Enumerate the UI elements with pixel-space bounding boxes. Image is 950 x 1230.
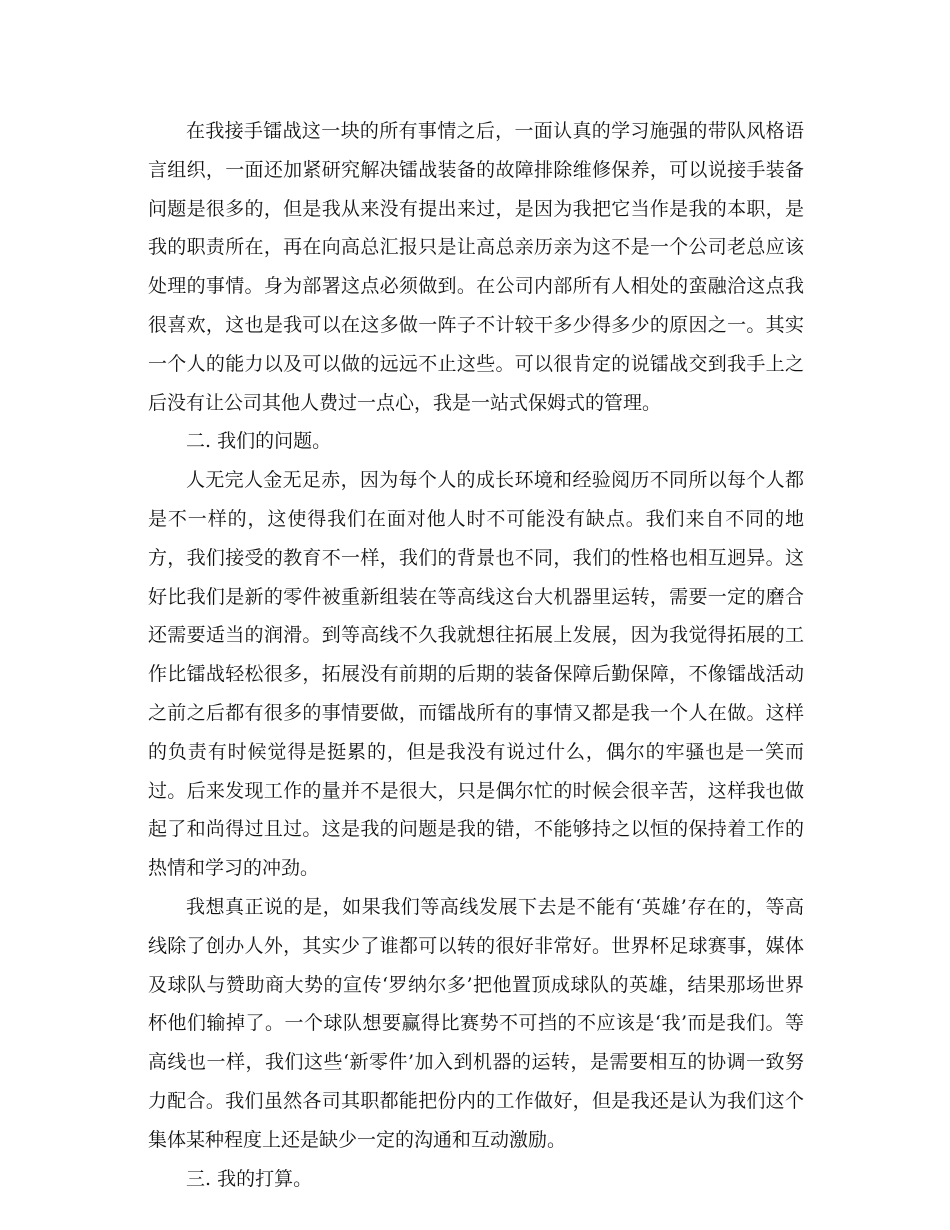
section-heading-our-problems: 二. 我们的问题。 — [186, 430, 332, 453]
body-paragraph-1: 在我接手镭战这一块的所有事情之后，一面认真的学习施强的带队风格语言组织，一面还加紧研究解决镭战装备的故障排除维修保养，可以说接手装备问题是很多的，但是我从来没有提出来过，是因为我把它当作是我的本职，是我的职责所在，再在向高总汇报只是让高总亲历亲为这不是一个公司老总应该处理的事情。身为部署这点必须做到。在公司内部所有人相处的蛮融洽这点我很喜欢，这也是我可以在这多做一阵子不计较干多少得多少的原因之一。其实一个人的能力以及可以做的远远不止这些。可以很肯定的说镭战交到我手上之后没有让公司其他人费过一点心，我是一站式保姆式的管理。 — [148, 120, 804, 414]
body-paragraph-2: 人无完人金无足赤，因为每个人的成长环境和经验阅历不同所以每个人都是不一样的，这使得我们在面对他人时不可能没有缺点。我们来自不同的地方，我们接受的教育不一样，我们的背景也不同，我们的性格也相互迥异。这好比我们是新的零件被重新组装在等高线这台大机器里运转，需要一定的磨合还需要适当的润滑。到等高线不久我就想往拓展上发展，因为我觉得拓展的工作比镭战轻松很多，拓展没有前期的后期的装备保障后勤保障，不像镭战活动之前之后都有很多的事情要做，而镭战所有的事情又都是我一个人在做。这样的负责有时候觉得是挺累的，但是我没有说过什么，偶尔的牢骚也是一笑而过。后来发现工作的量并不是很大，只是偶尔忙的时候会很辛苦，这样我也做起了和尚得过且过。这是我的问题是我的错，不能够持之以恒的保持着工作的热情和学习的冲劲。 — [148, 469, 804, 880]
section-heading-my-plans: 三. 我的打算。 — [186, 1167, 313, 1190]
body-paragraph-3: 我想真正说的是，如果我们等高线发展下去是不能有‘英雄’存在的，等高线除了创办人外，其实少了谁都可以转的很好非常好。世界杯足球赛事，媒体及球队与赞助商大势的宣传‘罗纳尔多’把他置顶成球队的英雄，结果那场世界杯他们输掉了。一个球队想要赢得比赛势不可挡的不应该是‘我’而是我们。等高线也一样，我们这些‘新零件’加入到机器的运转，是需要相互的协调一致努力配合。我们虽然各司其职都能把份内的工作做好，但是我还是认为我们这个集体某种程度上还是缺少一定的沟通和互动激励。 — [148, 895, 804, 1151]
